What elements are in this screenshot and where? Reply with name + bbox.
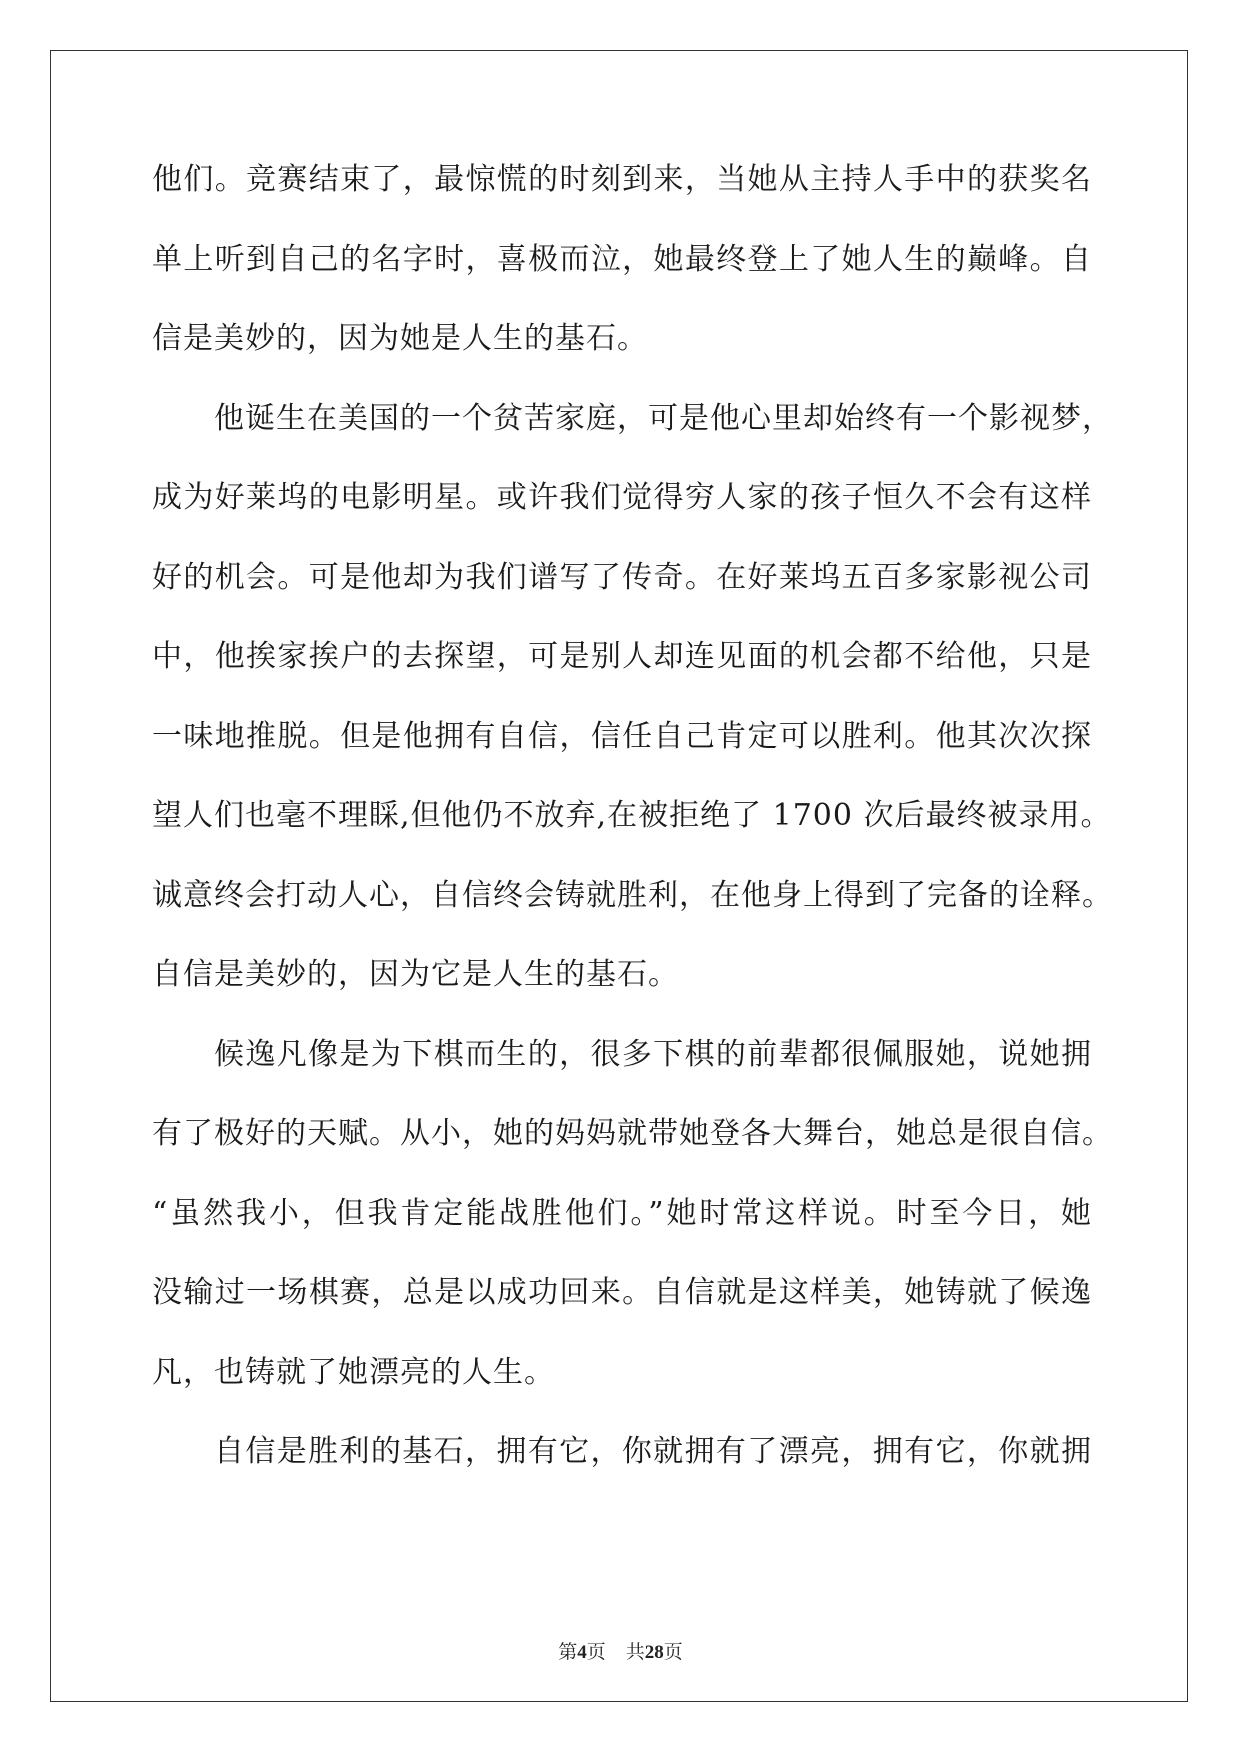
text-line: 有了极好的天赋。从小，她的妈妈就带她登各大舞台，她总是很自信。 — [152, 1116, 1113, 1151]
text-line: 诚意终会打动人心，自信终会铸就胜利，在他身上得到了完备的诠释。 — [152, 877, 1113, 913]
text-line: 一味地推脱。但是他拥有自信，信任自己肯定可以胜利。他其次次探 — [152, 718, 1092, 754]
document-body — [152, 160, 1113, 1512]
footer-prefix: 第 — [558, 1641, 578, 1663]
footer-page-unit: 页 — [586, 1641, 606, 1663]
text-line: 成为好莱坞的电影明星。或许我们觉得穷人家的孩子恒久不会有这样 — [152, 480, 1092, 515]
text-line: 信是美妙的，因为她是人生的基石。 — [152, 321, 648, 356]
text-line: 没输过一场棋赛，总是以成功回来。自信就是这样美，她铸就了候逸 — [152, 1275, 1092, 1310]
footer-total-unit: 页 — [663, 1641, 683, 1663]
text-line: 好的机会。可是他却为我们谱写了传奇。在好莱坞五百多家影视公司 — [152, 559, 1092, 595]
text-line: 候逸凡像是为下棋而生的，很多下棋的前辈都很佩服她，说她拥 — [214, 1036, 1092, 1072]
page-number: 4 — [577, 1642, 587, 1663]
text-line: “虽然我小，但我肯定能战胜他们。”她时常这样说。时至今日，她 — [152, 1195, 1092, 1231]
text-line: 望人们也毫不理睬,但他仍不放弃,在被拒绝了 1700 次后最终被录用。 — [152, 798, 1112, 833]
text-line: 单上听到自己的名字时，喜极而泣，她最终登上了她人生的巅峰。自 — [152, 241, 1092, 277]
text-line: 自信是美妙的，因为它是人生的基石。 — [152, 957, 679, 992]
text-line: 中，他挨家挨户的去探望，可是别人却连见面的机会都不给他，只是 — [152, 639, 1092, 674]
text-line: 自信是胜利的基石，拥有它，你就拥有了漂亮，拥有它，你就拥 — [214, 1434, 1092, 1469]
text-line: 凡，也铸就了她漂亮的人生。 — [152, 1354, 555, 1390]
page-total: 28 — [644, 1642, 664, 1663]
text-line: 他诞生在美国的一个贫苦家庭，可是他心里却始终有一个影视梦， — [214, 400, 1113, 436]
text-line: 他们。竞赛结束了，最惊慌的时刻到来，当她从主持人手中的获奖名 — [152, 162, 1092, 197]
footer-total-prefix: 共 — [625, 1641, 645, 1663]
page-footer — [0, 1637, 1241, 1664]
